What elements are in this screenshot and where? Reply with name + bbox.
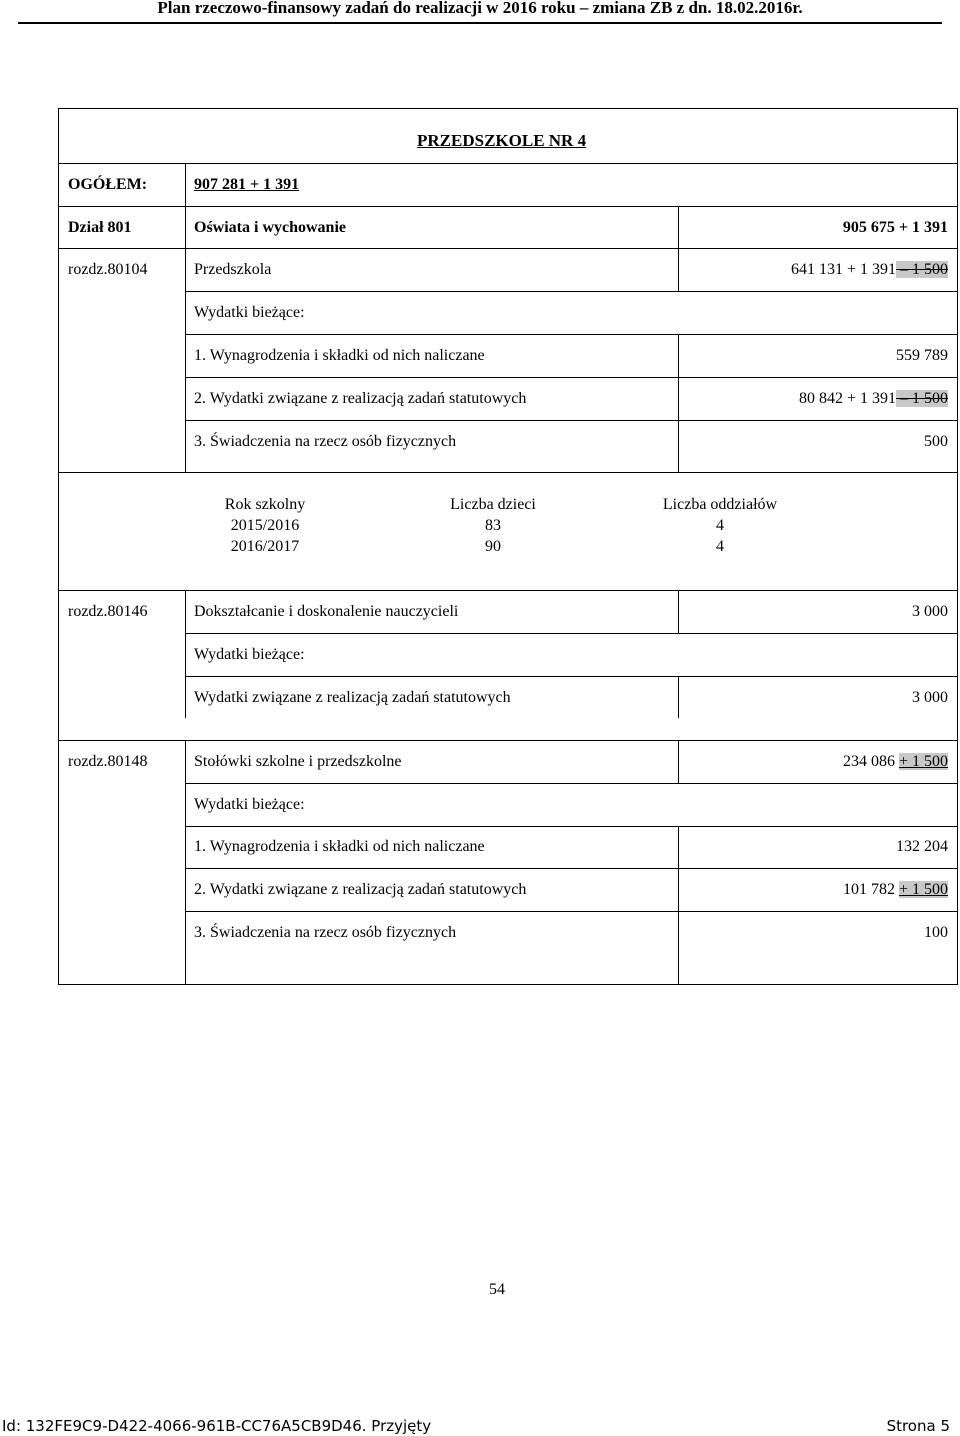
row-rule bbox=[185, 334, 958, 335]
expense-item-amount: 100 bbox=[924, 924, 948, 941]
dzial-amount: 905 675 + 1 391 bbox=[842, 219, 948, 236]
row-rule bbox=[185, 676, 958, 677]
header-rule bbox=[18, 22, 942, 24]
column-divider-80146 bbox=[185, 590, 186, 718]
amount-divider bbox=[678, 334, 679, 472]
table-cell: 4 bbox=[716, 517, 724, 534]
rozdz-80104-name: Przedszkola bbox=[194, 261, 272, 278]
rozdz-80148-amount bbox=[843, 752, 948, 772]
table-border-bottom bbox=[58, 984, 958, 985]
footer-page: Strona 5 bbox=[886, 1417, 950, 1435]
rozdz-80148-code: rozdz.80148 bbox=[68, 753, 148, 770]
expense-item-amount: 559 789 bbox=[896, 347, 948, 364]
row-rule bbox=[58, 206, 958, 207]
document-footer bbox=[0, 1416, 960, 1436]
rozdz-80104-code: rozdz.80104 bbox=[68, 261, 148, 278]
dzial-name: Oświata i wychowanie bbox=[194, 219, 346, 236]
table-cell: 2016/2017 bbox=[230, 538, 300, 555]
table-header-children: Liczba dzieci bbox=[450, 496, 536, 513]
row-rule bbox=[185, 291, 958, 292]
expense-item-amount bbox=[799, 389, 948, 409]
row-rule bbox=[185, 826, 958, 827]
amount-main: 101 782 bbox=[842, 881, 899, 898]
expense-item-amount: 500 bbox=[924, 433, 948, 450]
rozdz-80148-name: Stołówki szkolne i przedszkolne bbox=[194, 753, 402, 770]
expense-item-label: 2. Wydatki związane z realizacją zadań statutowych bbox=[194, 390, 527, 407]
row-rule bbox=[185, 868, 958, 869]
amount-divider bbox=[678, 740, 679, 783]
footer-id: Id: 132FE9C9-D422-4066-961B-CC76A5CB9D46. Przyjęty bbox=[2, 1417, 432, 1435]
expense-item-label: 1. Wynagrodzenia i składki od nich naliczane bbox=[194, 838, 485, 855]
row-rule bbox=[185, 420, 958, 421]
table-header-groups: Liczba oddziałów bbox=[662, 496, 778, 513]
table-cell: 83 bbox=[485, 517, 501, 534]
page-number: 54 bbox=[489, 1281, 505, 1298]
amount-main: 641 131 + 1 391 bbox=[790, 261, 896, 278]
rozdz-80146-amount: 3 000 bbox=[912, 603, 948, 620]
expense-item-label: 2. Wydatki związane z realizacją zadań statutowych bbox=[194, 881, 527, 898]
row-rule bbox=[58, 248, 958, 249]
table-header-year: Rok szkolny bbox=[224, 496, 306, 513]
amount-divider bbox=[678, 206, 679, 291]
row-rule bbox=[58, 740, 958, 741]
rozdz-80104-amount bbox=[791, 260, 948, 280]
amount-minus: – 1 500 bbox=[896, 261, 948, 278]
amount-plus: + 1 500 bbox=[898, 753, 948, 770]
row-rule bbox=[58, 590, 958, 591]
table-cell: 90 bbox=[485, 538, 501, 555]
expenses-label: Wydatki bieżące: bbox=[194, 796, 305, 813]
amount-minus: – 1 500 bbox=[896, 390, 948, 407]
expense-item-label: 1. Wynagrodzenia i składki od nich naliczane bbox=[194, 347, 485, 364]
amount-plus: + 1 500 bbox=[898, 881, 948, 898]
page-header-title: Plan rzeczowo-finansowy zadań do realizacji w 2016 roku – zmiana ZB z dn. 18.02.2016r. bbox=[157, 0, 803, 17]
total-label: OGÓŁEM: bbox=[68, 176, 148, 193]
expenses-label: Wydatki bieżące: bbox=[194, 304, 305, 321]
table-cell: 2015/2016 bbox=[230, 517, 300, 534]
expense-item-label: 3. Świadczenia na rzecz osób fizycznych bbox=[194, 433, 457, 450]
expense-item-label: 3. Świadczenia na rzecz osób fizycznych bbox=[194, 924, 457, 941]
rozdz-80146-code: rozdz.80146 bbox=[68, 603, 148, 620]
row-rule bbox=[185, 633, 958, 634]
row-rule bbox=[185, 783, 958, 784]
amount-divider bbox=[678, 826, 679, 985]
expense-item-amount: 132 204 bbox=[896, 838, 948, 855]
column-divider-80148 bbox=[185, 740, 186, 985]
amount-main: 234 086 bbox=[842, 753, 899, 770]
table-border-left bbox=[58, 108, 59, 985]
expense-item-amount: 3 000 bbox=[912, 689, 948, 706]
expenses-label: Wydatki bieżące: bbox=[194, 646, 305, 663]
row-rule bbox=[58, 163, 958, 164]
unit-name: PRZEDSZKOLE NR 4 bbox=[417, 131, 587, 150]
table-border-right bbox=[957, 108, 958, 985]
row-rule bbox=[185, 911, 958, 912]
expense-item-amount bbox=[843, 880, 948, 900]
expense-item-label: Wydatki związane z realizacją zadań statutowych bbox=[194, 689, 511, 706]
column-divider-upper bbox=[185, 163, 186, 472]
amount-divider bbox=[678, 590, 679, 633]
row-rule bbox=[185, 377, 958, 378]
table-border-top bbox=[58, 108, 958, 109]
rozdz-80146-name: Dokształcanie i doskonalenie nauczycieli bbox=[194, 603, 459, 620]
dzial-code: Dział 801 bbox=[68, 219, 132, 236]
total-value: 907 281 + 1 391 bbox=[194, 176, 300, 193]
table-cell: 4 bbox=[716, 538, 724, 555]
amount-main: 80 842 + 1 391 bbox=[798, 390, 896, 407]
row-rule bbox=[58, 472, 958, 473]
amount-divider bbox=[678, 676, 679, 718]
